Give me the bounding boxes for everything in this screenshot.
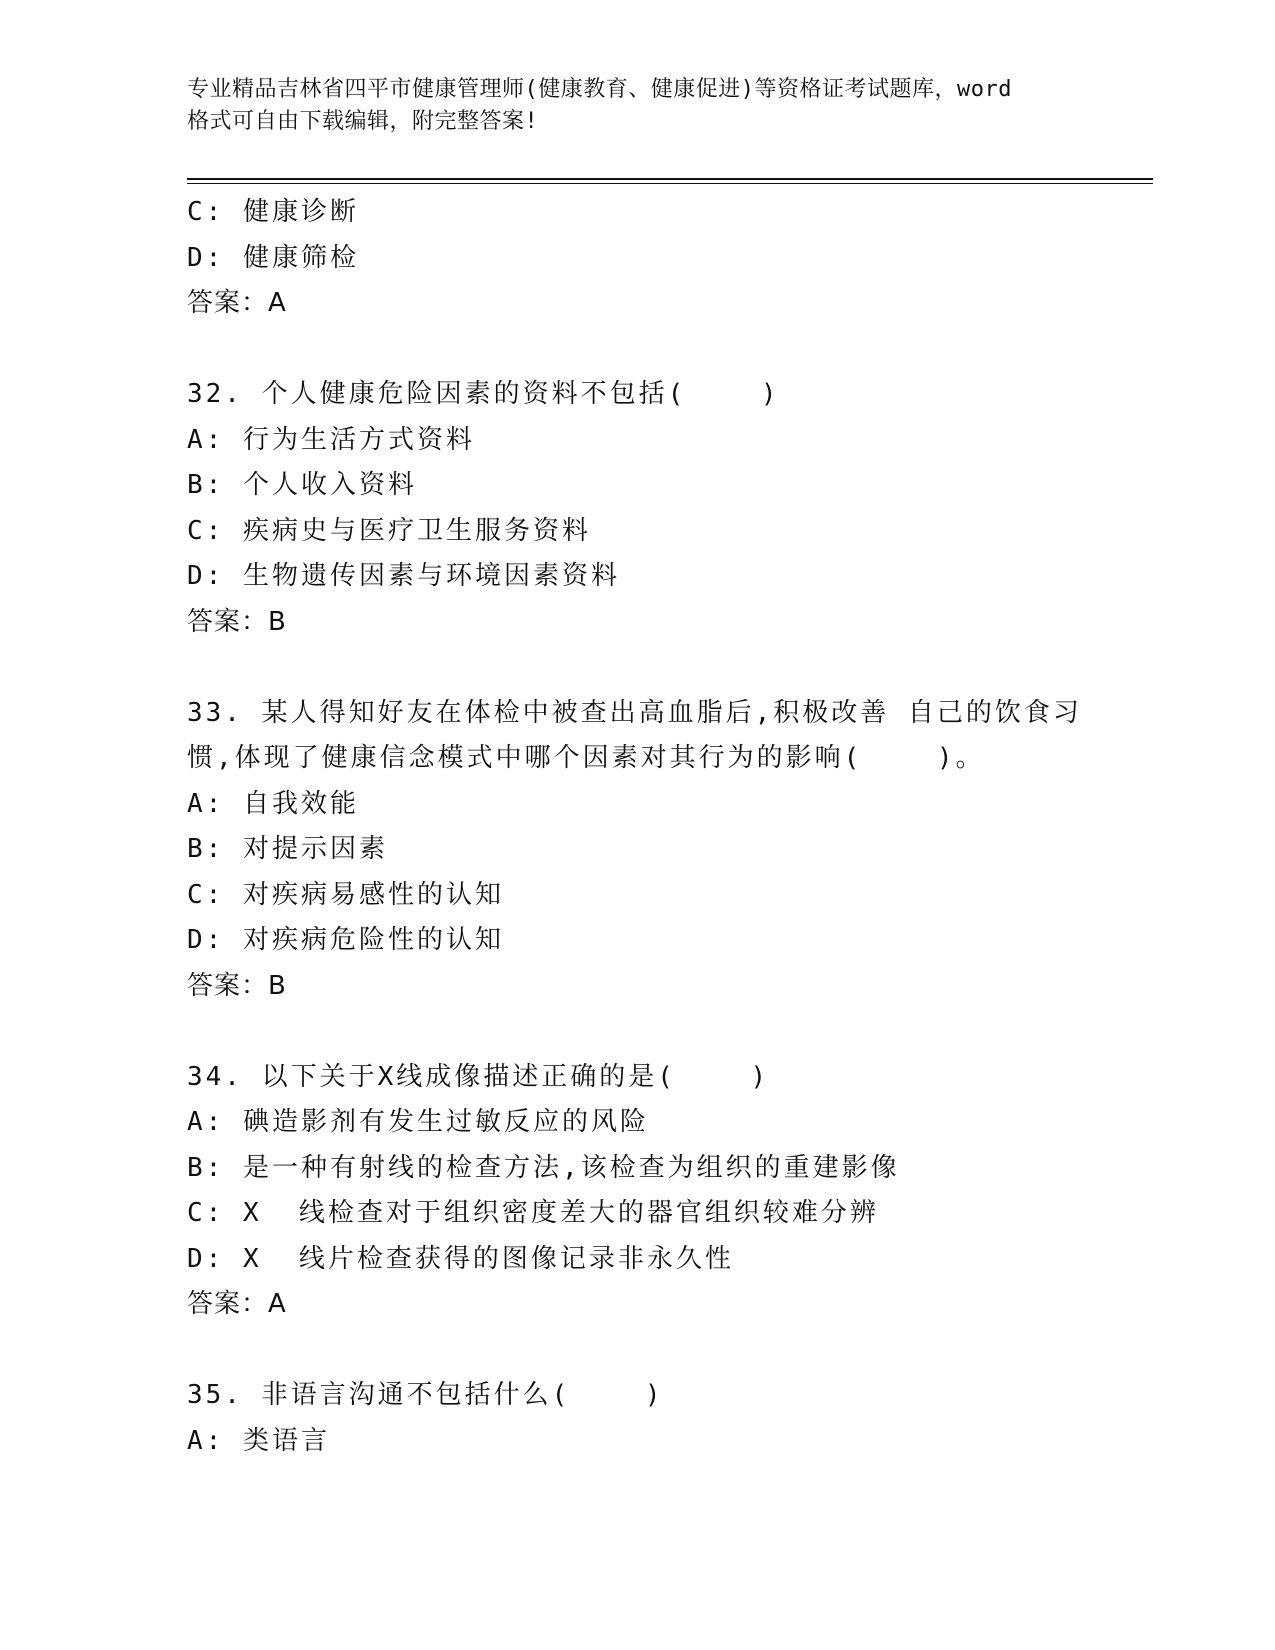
option-a: A: 自我效能 (187, 788, 359, 819)
answer-line: 答案：A (187, 288, 287, 318)
option-b: B: 个人收入资料 (187, 470, 417, 500)
question-32 (187, 372, 1087, 645)
question-31-tail (187, 190, 1087, 327)
option-d: D: 生物遗传因素与环境因素资料 (187, 561, 620, 591)
option-c: C: X 线检查对于组织密度差大的器官组织较难分辨 (187, 1198, 879, 1228)
question-stem-continued: 惯,体现了健康信念模式中哪个因素对其行为的影响( )。 (187, 743, 985, 773)
spacer (187, 645, 1087, 691)
answer-line: 答案：A (187, 1289, 287, 1319)
question-stem: 35. 非语言沟通不包括什么( ) (187, 1380, 664, 1410)
option-c: C: 健康诊断 (187, 197, 359, 227)
answer-line: 答案：B (187, 606, 287, 637)
option-d: D: X 线片检查获得的图像记录非永久性 (187, 1243, 734, 1274)
header-line-2: 格式可自由下载编辑，附完整答案! (187, 109, 539, 134)
question-stem: 33. 某人得知好友在体检中被查出高血脂后,积极改善 自己的饮食习 (187, 697, 1082, 728)
question-34 (187, 1055, 1087, 1328)
spacer (187, 1009, 1087, 1055)
question-list (187, 190, 1087, 1464)
option-c: C: 疾病史与医疗卫生服务资料 (187, 515, 591, 546)
option-b: B: 对提示因素 (187, 834, 388, 864)
header-divider-thin (187, 183, 1153, 184)
option-d: D: 对疾病危险性的认知 (187, 925, 504, 955)
option-b: B: 是一种有射线的检查方法,该检查为组织的重建影像 (187, 1152, 900, 1183)
page-header (187, 74, 1087, 138)
question-stem: 32. 个人健康危险因素的资料不包括( ) (187, 379, 780, 409)
spacer (187, 1328, 1087, 1374)
header-line-1: 专业精品吉林省四平市健康管理师(健康教育、健康促进)等资格证考试题库，word (187, 77, 1012, 102)
question-33 (187, 691, 1087, 1010)
answer-line: 答案：B (187, 970, 287, 1001)
option-a: A: 碘造影剂有发生过敏反应的风险 (187, 1107, 649, 1137)
header-divider-thick (187, 178, 1153, 180)
option-a: A: 行为生活方式资料 (187, 424, 475, 455)
question-stem: 34. 以下关于X线成像描述正确的是( ) (187, 1061, 770, 1092)
option-a: A: 类语言 (187, 1425, 330, 1456)
option-d: D: 健康筛检 (187, 242, 359, 273)
option-c: C: 对疾病易感性的认知 (187, 879, 504, 910)
question-35 (187, 1373, 1087, 1464)
spacer (187, 327, 1087, 373)
